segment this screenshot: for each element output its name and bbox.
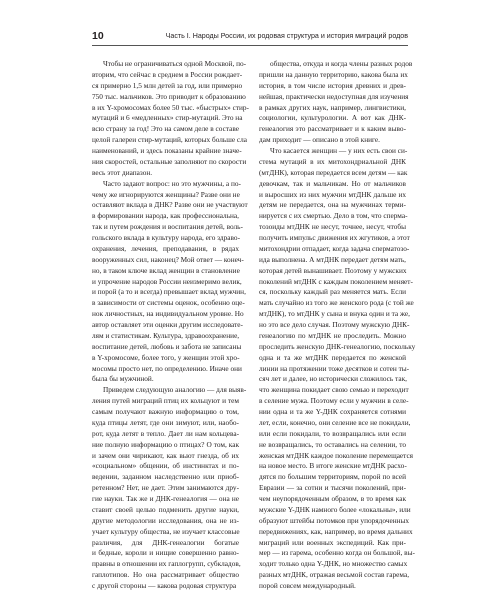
text-line: чему же игнорируются женщины? Разве они не — [92, 189, 240, 199]
text-line: мер — из гарема, особенно когда он большой, вы- — [259, 548, 415, 558]
text-line: социологии, культурологии. А вот как ДНК- — [259, 113, 406, 123]
text-line: порой совсем междунарoдный. — [259, 581, 356, 590]
text-line: тозоиды мтДНК не несут, точнее, несут, чтобы — [259, 222, 406, 232]
text-line: «социальном» общении, об инстинктах и по- — [92, 461, 239, 471]
text-line: женская мтДНК каждое поколение перемещается — [259, 450, 414, 460]
text-line: оставляют вклада в ДНК? Разве они не участвуют — [92, 200, 248, 210]
text-line: стема мутаций в их митохондриальной ДНК — [259, 156, 406, 166]
text-line: самым получают важную информацию о том, — [92, 407, 239, 416]
right-column — [259, 59, 416, 592]
text-line: гольского вклада в культуру народа, его здраво- — [92, 233, 240, 242]
text-line: мать случайно из того же женского рода (с той же — [259, 298, 414, 308]
text-line: передвижениях, как, например, во время дальних — [259, 526, 413, 536]
text-line: и упрочение народов России неизмеримо велик, — [92, 276, 242, 286]
text-line: в Y-хромосоме, более того, у женщин этой хро- — [92, 352, 240, 362]
text-line: различия, для ДНК-генеалогии богатые — [92, 537, 239, 547]
text-line: в зависимости от системы оценок, особенно оце- — [92, 298, 245, 308]
text-line: чем неупорядоченным образом, в то время как — [259, 494, 406, 503]
text-line: ние полную информацию о птицах? О том, как — [92, 439, 239, 449]
text-line: но это все дело случая. Поэтому мужскую ДНК- — [259, 320, 410, 329]
paragraph — [92, 59, 249, 179]
text-line: ления путей миграций птиц их кольцуют и тем — [92, 396, 239, 406]
text-line: поколений мтДНК с каждым поколением меняет- — [259, 276, 413, 286]
text-line: линии на протяжении тоже десятков и сотен ты- — [259, 363, 410, 373]
text-line: нок личностных, на индивидуальном уровне. Но — [92, 309, 244, 319]
text-line: образуют штейбы потомков при упорядоченных — [259, 515, 410, 525]
text-line: ида выполнена. А мтДНК передает детям мать, — [259, 254, 406, 264]
text-line: и порой (а то и всегда) превышает вклад мужчин, — [92, 287, 246, 297]
text-line: мтДНК), то мтДНК у сына и внука один и та же, — [259, 309, 410, 319]
paragraph — [259, 59, 413, 146]
text-line: наименований, и здесь показаны крайние значе- — [92, 146, 242, 155]
text-line: Приведем следующую аналогию — для выяв- — [103, 385, 247, 395]
text-line: детям не передается, она на мужчинах терми- — [259, 200, 406, 210]
text-line: гаплотипов. Но она рассматривает общество — [92, 570, 239, 580]
text-line: учает культуру общества, не изучает классовые — [92, 526, 240, 536]
running-head: Часть I. Народы России, их родовая структура и история миграций родов — [165, 32, 408, 40]
text-line: не возвращались, то оставались на селении, то — [259, 439, 406, 449]
text-line: одна и та же мтДНК передается по женской — [259, 352, 406, 362]
text-line: миграций или военных экспедиций. Как при- — [259, 537, 406, 547]
text-line: автор оставляет эти оценки другим исследовате- — [92, 320, 243, 329]
text-line: Чтобы не ограничиваться одной Москвой, по- — [103, 59, 247, 68]
left-column — [92, 59, 249, 592]
text-line: рот, куда летят в тепло. Дает ли нам кольцева- — [92, 428, 239, 438]
text-line: разных мтДНК, отражая весьмой состав гарема, — [259, 570, 410, 580]
text-line: или если покидали, то возвращались или если — [259, 428, 406, 438]
text-line: лям и статистикам. Культура, здравоохранение, — [92, 330, 240, 340]
text-line: лет, если, конечно, они селение все не покидали, — [259, 417, 411, 427]
text-line: митохондрии отпадает, когда задача сперматозо- — [259, 243, 410, 253]
text-line: генеалогия это рассматривает и к каким выво- — [259, 124, 406, 134]
text-line: вооруженных сил, наконец? Мой ответ — конеч- — [92, 254, 244, 264]
text-line: правны в отношении их гаплогрупп, субкладов, — [92, 559, 241, 569]
text-line: Часто задают вопрос: но это мужчины, а по- — [103, 178, 241, 188]
text-line: мужские Y-ДНК намного более «локальны», или — [259, 504, 411, 514]
text-line: ходит только одна Y-ДНК, но множество самых — [259, 559, 408, 569]
paragraph — [92, 385, 247, 592]
text-line: ния скоростей, остальные заполняют по скорости — [92, 156, 247, 166]
text-line: нии одна и та же Y-ДНК сохраняется сотнями — [259, 407, 406, 416]
text-line: пришли на данную территорию, какова была их — [259, 69, 408, 79]
paragraph — [92, 178, 248, 386]
text-line: была бы мужчиной. — [92, 374, 154, 384]
text-line: с другой стороны — какова родовая структура — [92, 581, 237, 590]
text-line: вторим, что сейчас в среднем в России рождает- — [92, 69, 243, 79]
text-line: ся, поскольку каждый раз меняется мать. Если — [259, 287, 406, 297]
text-line: но, в таком ключе вклад женщин в становление — [92, 265, 240, 275]
text-line: девочкам, так и мальчикам. Но от мальчиков — [259, 178, 406, 188]
text-line: нейшая, практически недоступная для изучения — [259, 91, 409, 101]
text-line: в селение мужа. Поэтому если у мужчин в селе- — [259, 396, 409, 406]
text-line: которая детей вынашивает. Поэтому у мужских — [259, 265, 407, 275]
page-header — [0, 28, 500, 44]
text-line: Что касается женщин — у них есть свои си- — [270, 146, 408, 155]
paragraph — [259, 146, 416, 592]
text-line: ся примерно 1,5 млн детей за год, или примерно — [92, 80, 243, 90]
text-line: дам приходит — описано в этой книге. — [259, 135, 381, 145]
text-line: и бедные, короли и нищие совершенно равно- — [92, 548, 239, 558]
text-line: дятся по большим территориям, порой по всей — [259, 472, 406, 482]
header-rule — [92, 45, 408, 46]
text-line: в формировании народа, как профессиональна, — [92, 211, 239, 221]
text-line: охранения, лечения, преподавания, в рядах — [92, 243, 239, 253]
text-line: мосомы просто нет, по определению. Иначе они — [92, 363, 242, 373]
text-line: сяч лет и далее, но исторически сложилось так, — [259, 374, 407, 384]
text-line: на новое место. В итоге женские мтДНК расхо- — [259, 461, 407, 471]
text-line: в их Y-хромосомах более 50 тыс. «быстрых» стир- — [92, 102, 249, 112]
text-line: ведении, заданном наследственно или приоб- — [92, 472, 239, 482]
text-line: Евразии — за сотни и тысячи поколений, при- — [259, 483, 406, 493]
text-line: нируется с их смертью. Дело в том, что сперма- — [259, 211, 408, 221]
text-line: (мтДНК), которая передается всем детям — как — [259, 167, 408, 177]
text-line: воспитание детей, любовь и забота не записаны — [92, 341, 242, 351]
text-line: всю страну за год! Это на самом деле в составе — [92, 124, 239, 134]
text-line: 750 тыс. мальчиков. Это приводит к образованию — [92, 91, 246, 101]
text-line: общества, откуда и когда члены разных родов — [270, 59, 413, 68]
text-line: и зачем они чирикают, как вьют гнезда, об их — [92, 450, 239, 460]
text-line: целой галереи стир-мутаций, которых больше сла — [92, 135, 248, 145]
text-line: так и путем рождения и воспитания детей, воль- — [92, 222, 243, 232]
page-number: 10 — [92, 30, 104, 42]
text-line: куда птицы летят, где они зимуют, или, наобо- — [92, 417, 239, 427]
text-line: история, в том числе история древних и древ- — [259, 80, 406, 90]
text-line: проследить женскую ДНК-генеалогию, поскольку — [259, 341, 416, 351]
text-line: в рамках других наук, например, лингвистики, — [259, 102, 406, 112]
text-line: получить импульс движения их жгутиков, а этот — [259, 233, 410, 242]
text-line: другие методологии исследования, она не из- — [92, 515, 239, 525]
text-line: мутаций и 6 «медленных» стир-мутаций. Это на — [92, 113, 243, 123]
text-line: ставит своей целью подменить другие науки, — [92, 504, 239, 514]
text-line: весь этот диапазон. — [92, 167, 153, 177]
text-line: гие науки. Так же и ДНК-генеалогия — она не — [92, 494, 239, 503]
text-line: ретенном? Нет, не дает. Этим занимаются дру- — [92, 483, 239, 493]
text-line: и выросших из них мужчин мтДНК дальше их — [259, 189, 406, 199]
text-line: что женщина покидает свою семью и переходит — [259, 385, 409, 395]
text-line: генеалогию по мтДНК не проследить. Можно — [259, 330, 406, 340]
